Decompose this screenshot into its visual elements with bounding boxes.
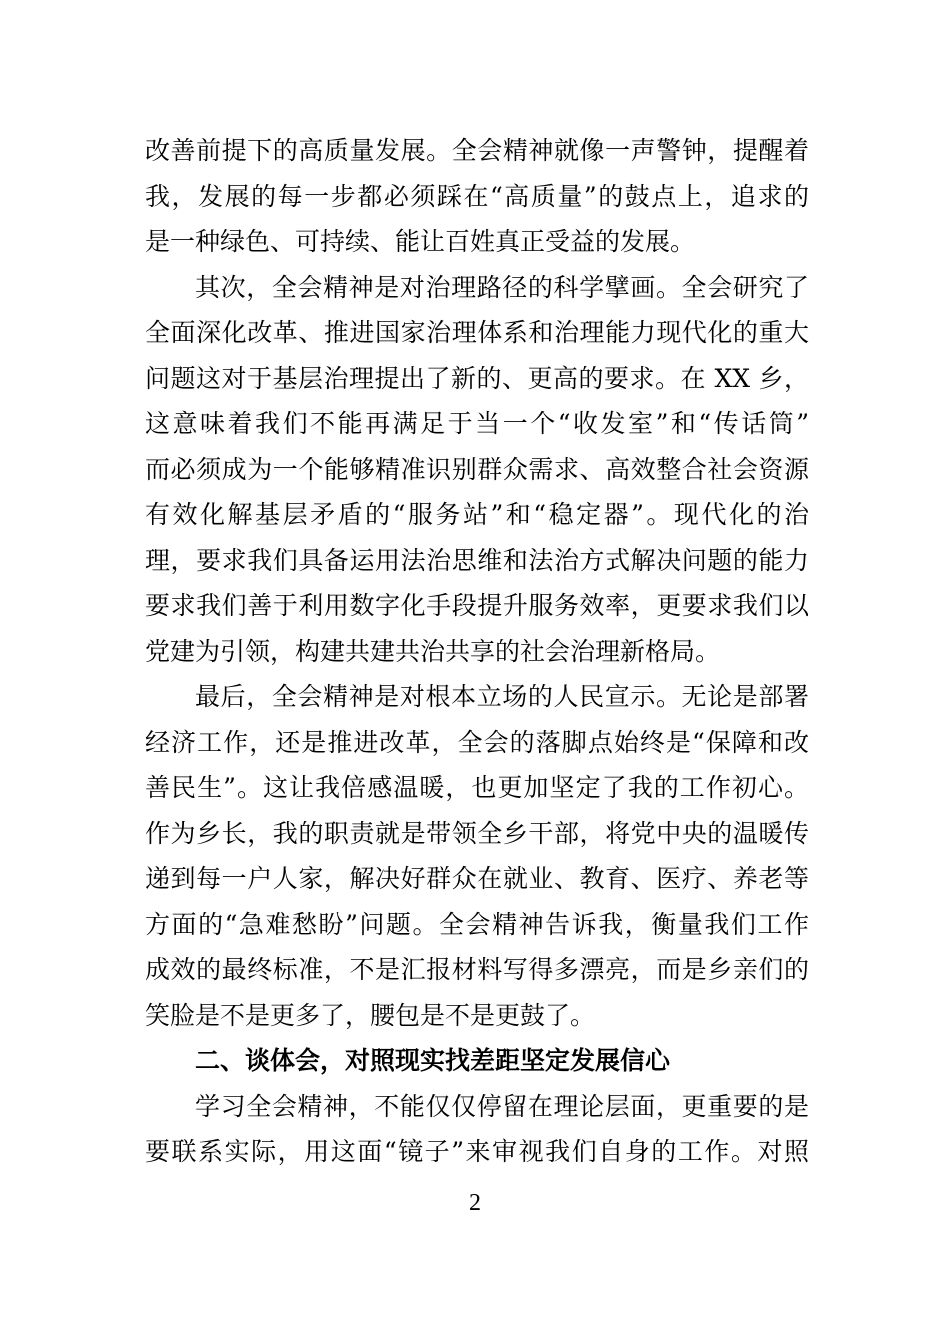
- body-line: 作为乡长，我的职责就是带领全乡干部，将党中央的温暖传: [145, 819, 809, 848]
- body-line: 要求我们善于利用数字化手段提升服务效率，更要求我们以: [145, 591, 809, 620]
- body-line: 全面深化改革、推进国家治理体系和治理能力现代化的重大: [145, 318, 809, 347]
- body-line: 经济工作，还是推进改革，全会的落脚点始终是“保障和改: [145, 728, 809, 757]
- body-line: 是一种绿色、可持续、能让百姓真正受益的发展。: [145, 227, 696, 256]
- body-line: 最后，全会精神是对根本立场的人民宣示。无论是部署: [195, 682, 809, 711]
- body-line: 笑脸是不是更多了，腰包是不是更鼓了。: [145, 1001, 596, 1030]
- body-line: 其次，全会精神是对治理路径的科学擘画。全会研究了: [195, 273, 809, 302]
- body-line: 理，要求我们具备运用法治思维和法治方式解决问题的能力: [145, 546, 809, 575]
- body-line: 善民生”。这让我倍感温暖，也更加坚定了我的工作初心。: [145, 773, 809, 802]
- page-number: 2: [469, 1190, 481, 1216]
- body-line: 递到每一户人家，解决好群众在就业、教育、医疗、养老等: [145, 864, 809, 893]
- body-line: 有效化解基层矛盾的“服务站”和“稳定器”。现代化的治: [145, 500, 809, 529]
- body-line: 要联系实际，用这面“镜子”来审视我们自身的工作。对照: [145, 1137, 809, 1166]
- body-line: 而必须成为一个能够精准识别群众需求、高效整合社会资源: [145, 455, 809, 484]
- body-line: 我，发展的每一步都必须踩在“高质量”的鼓点上，追求的: [145, 182, 809, 211]
- body-line: 方面的“急难愁盼”问题。全会精神告诉我，衡量我们工作: [145, 910, 809, 939]
- body-line: 成效的最终标准，不是汇报材料写得多漂亮，而是乡亲们的: [145, 955, 809, 984]
- body-line: 改善前提下的高质量发展。全会精神就像一声警钟，提醒着: [145, 136, 809, 165]
- section-heading: 二、谈体会，对照现实找差距坚定发展信心: [195, 1046, 671, 1075]
- body-line: 问题这对于基层治理提出了新的、更高的要求。在 XX 乡，: [145, 364, 809, 393]
- body-line: 学习全会精神，不能仅仅停留在理论层面，更重要的是: [195, 1092, 809, 1121]
- body-line: 党建为引领，构建共建共治共享的社会治理新格局。: [145, 637, 721, 666]
- body-line: 这意味着我们不能再满足于当一个“收发室”和“传话筒”: [145, 409, 810, 438]
